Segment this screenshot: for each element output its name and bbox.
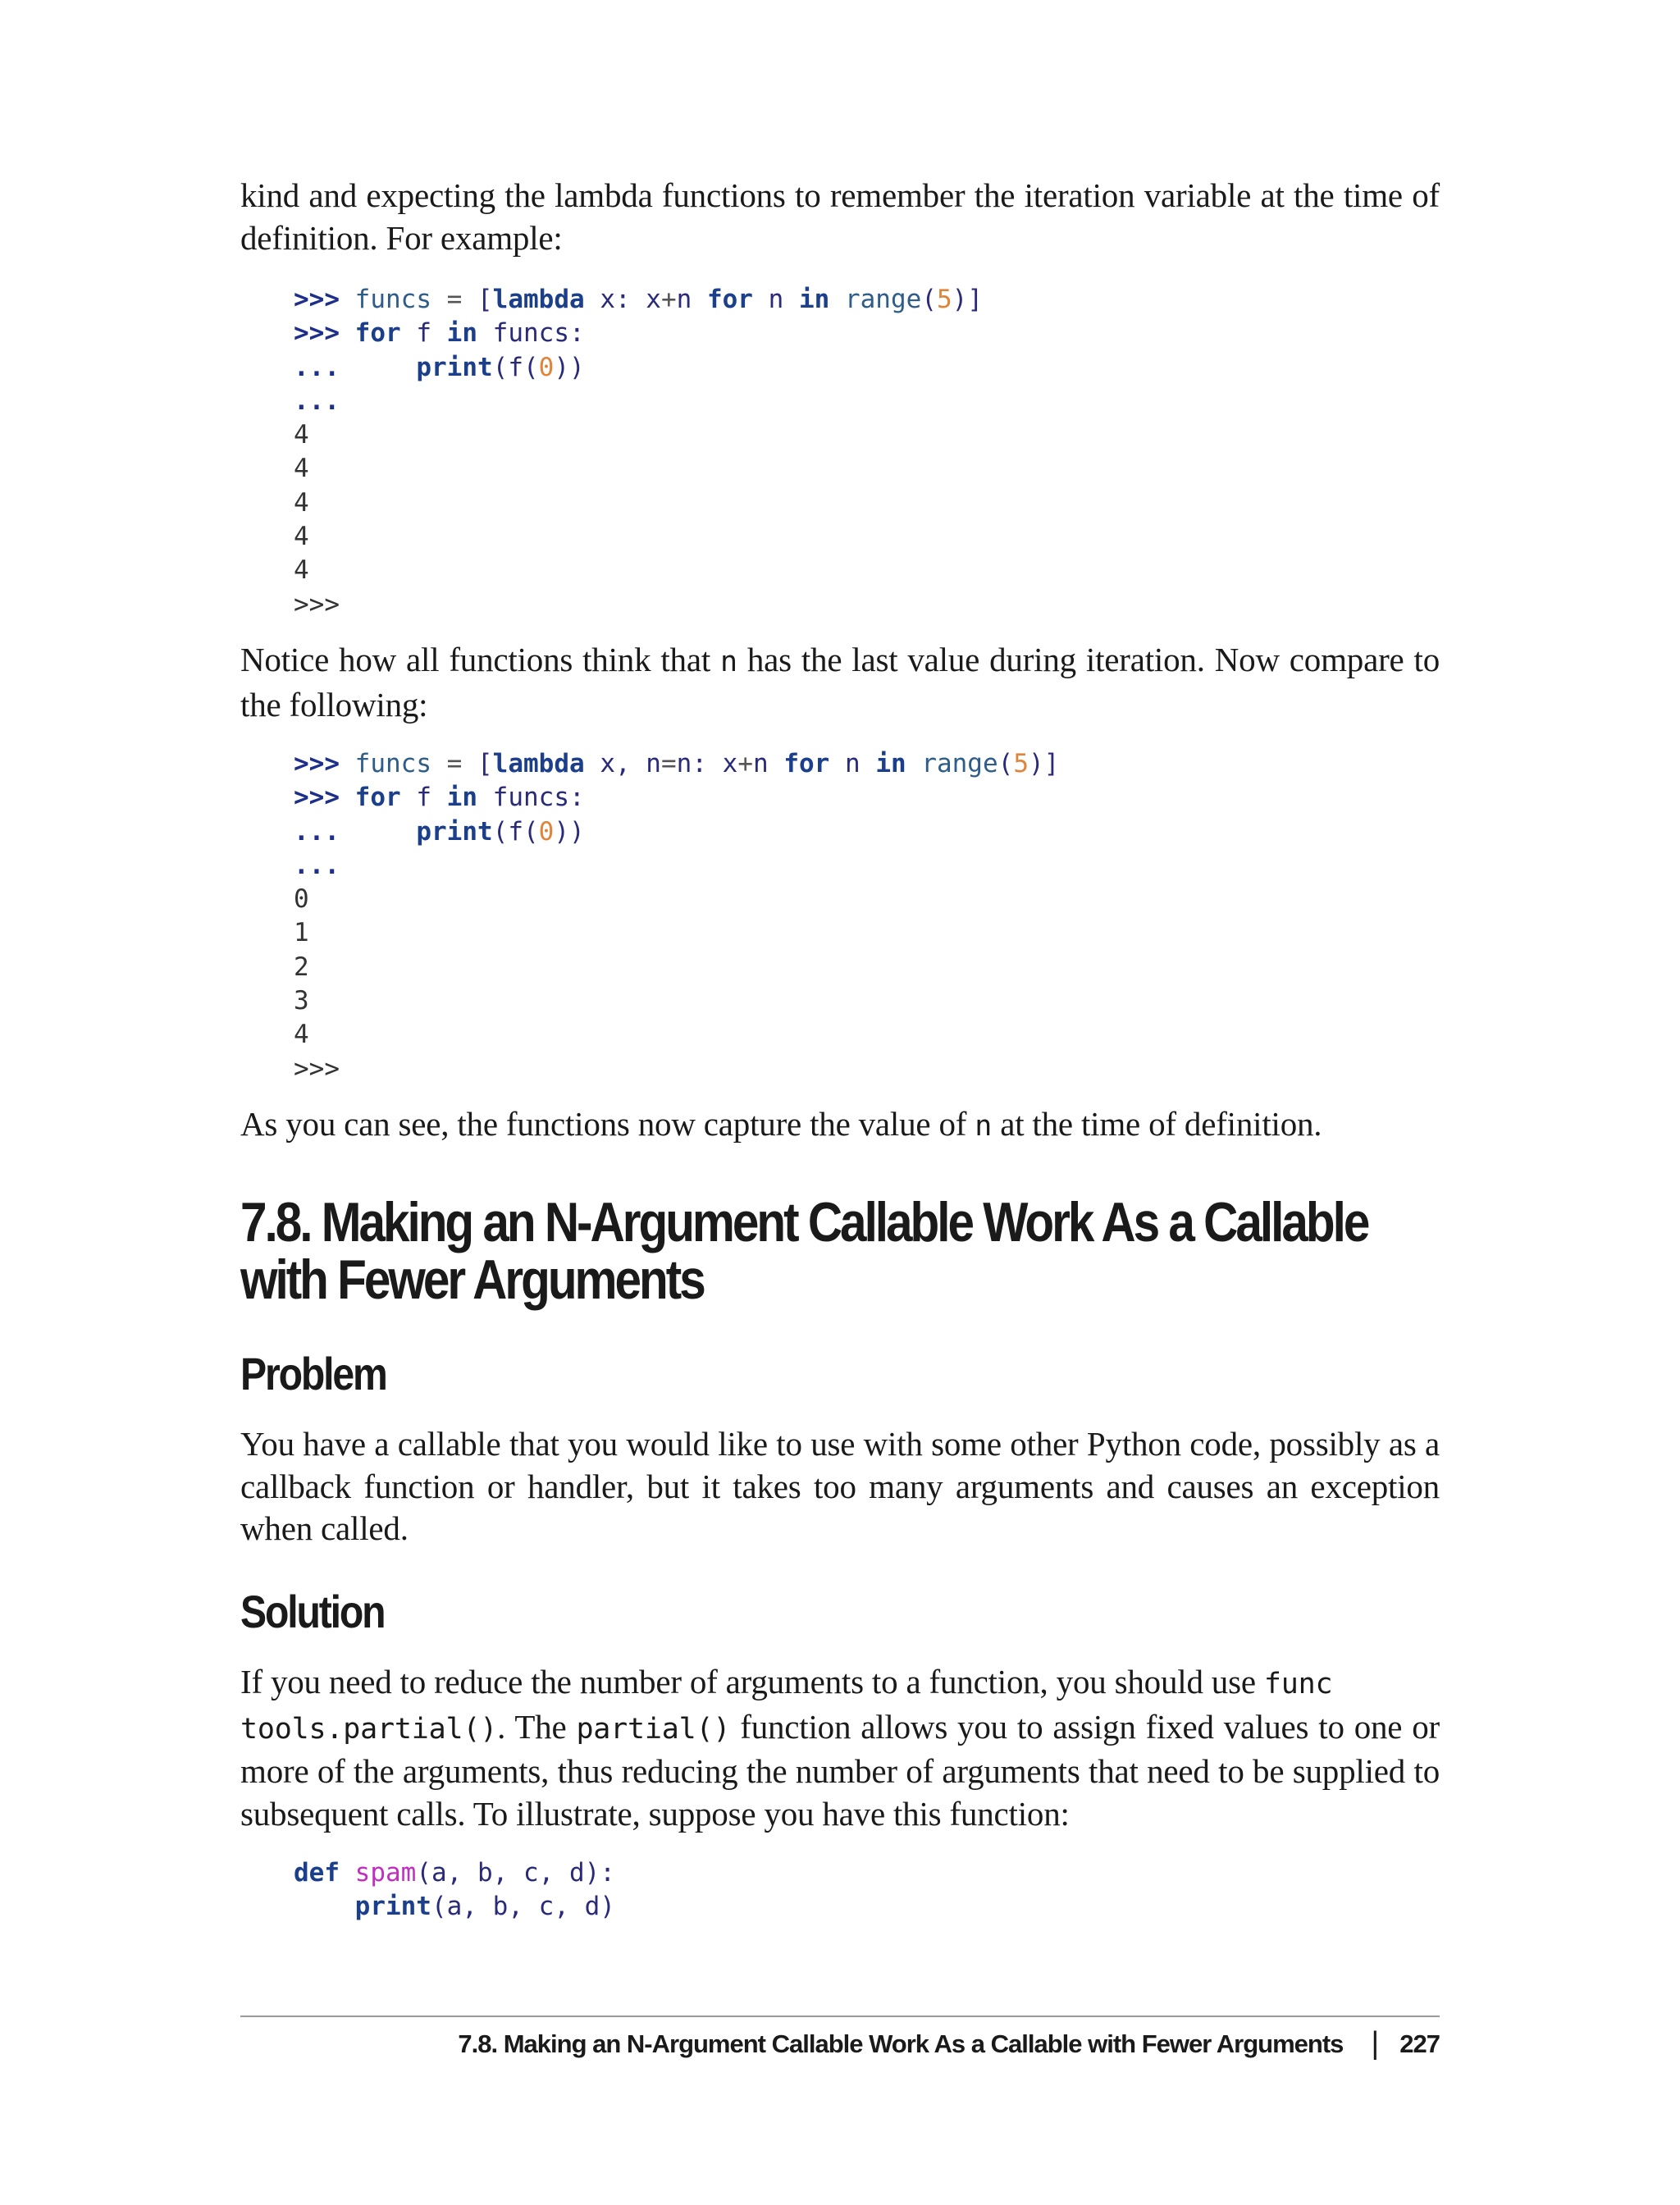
code1-line-2: >>> for f in funcs: xyxy=(294,318,585,349)
para2-code: n xyxy=(719,646,737,678)
page-footer xyxy=(458,2026,1440,2061)
code2-line-2: >>> for f in funcs: xyxy=(294,783,585,813)
code2-line-1: >>> funcs = [lambda x, n=n: x+n for n in range(5)] xyxy=(294,749,1060,778)
paragraph-3 xyxy=(240,1103,1440,1148)
code2-output: 0 xyxy=(294,884,309,915)
code2-output: 4 xyxy=(294,1020,309,1050)
code2-line-4: ... xyxy=(294,850,340,880)
para3-code: n xyxy=(975,1110,993,1143)
solution-text: If you need to reduce the number of arguments to a function, you should use xyxy=(240,1663,1264,1701)
intro-text: kind and expecting the lambda functions to remember the iteration variable at the time of definition. For example: xyxy=(240,176,1440,257)
para3-text: As you can see, the functions now capture the value of xyxy=(240,1105,975,1143)
solution-paragraph xyxy=(240,1661,1440,1835)
solution-code: tools.partial() xyxy=(240,1712,498,1746)
page-number: 227 xyxy=(1399,2029,1440,2058)
code2-line-3: ... print(f(0)) xyxy=(294,816,585,847)
code1-line-4: ... xyxy=(294,386,340,416)
problem-paragraph: You have a callable that you would like to use with some other Python code, possibly as a callback function or handler, but it takes too many arguments and causes an exception when called. xyxy=(240,1425,1440,1547)
para2-text: Notice how all functions think that xyxy=(240,641,720,678)
code3-line-2: print(a, b, c, d) xyxy=(354,1892,615,1922)
code1-output: 4 xyxy=(294,487,309,518)
code1-output: 4 xyxy=(294,522,309,552)
code1-prompt: >>> xyxy=(294,589,340,619)
para2-text: has the last value during iteration. Now compare to the following: xyxy=(240,641,1440,724)
section-title xyxy=(240,1191,1635,1311)
solution-code: partial() xyxy=(576,1712,731,1746)
footer-separator: | xyxy=(1371,2026,1379,2061)
code1-output: 4 xyxy=(294,420,309,450)
code-block-2 xyxy=(294,747,1059,1086)
solution-text: function allows you to assign fixed values to one or more of the arguments, thus reducing the number of arguments that need to be supplied to subsequent calls. To illustrate, suppose you have this function: xyxy=(240,1707,1440,1833)
code-block-3 xyxy=(294,1856,615,1924)
code1-output: 4 xyxy=(294,454,309,484)
solution-text: . The xyxy=(497,1707,577,1746)
footer-rule xyxy=(240,2016,1440,2017)
code2-output: 1 xyxy=(294,918,309,948)
intro-paragraph xyxy=(240,175,1440,259)
problem-heading: Problem xyxy=(240,1348,386,1399)
para3-text: at the time of definition. xyxy=(992,1105,1322,1143)
code2-output: 3 xyxy=(294,986,309,1016)
running-title: 7.8. Making an N-Argument Callable Work As a Callable with Fewer Arguments xyxy=(458,2029,1344,2058)
section-title-line-1: 7.8. Making an N-Argument Callable Work As a Callable xyxy=(240,1191,1368,1253)
code1-line-1: >>> funcs = [lambda x: x+n for n in range(5)] xyxy=(294,285,983,314)
code-block-1 xyxy=(294,283,983,622)
code2-output: 2 xyxy=(294,952,309,982)
solution-code: func xyxy=(1263,1668,1333,1701)
code1-output: 4 xyxy=(294,555,309,586)
code3-line-1: def spam(a, b, c, d): xyxy=(294,1858,615,1888)
code1-line-3: ... print(f(0)) xyxy=(294,352,585,382)
section-title-line-2: with Fewer Arguments xyxy=(240,1249,704,1311)
paragraph-2 xyxy=(240,639,1440,726)
solution-heading: Solution xyxy=(240,1586,385,1637)
code2-prompt: >>> xyxy=(294,1053,340,1084)
